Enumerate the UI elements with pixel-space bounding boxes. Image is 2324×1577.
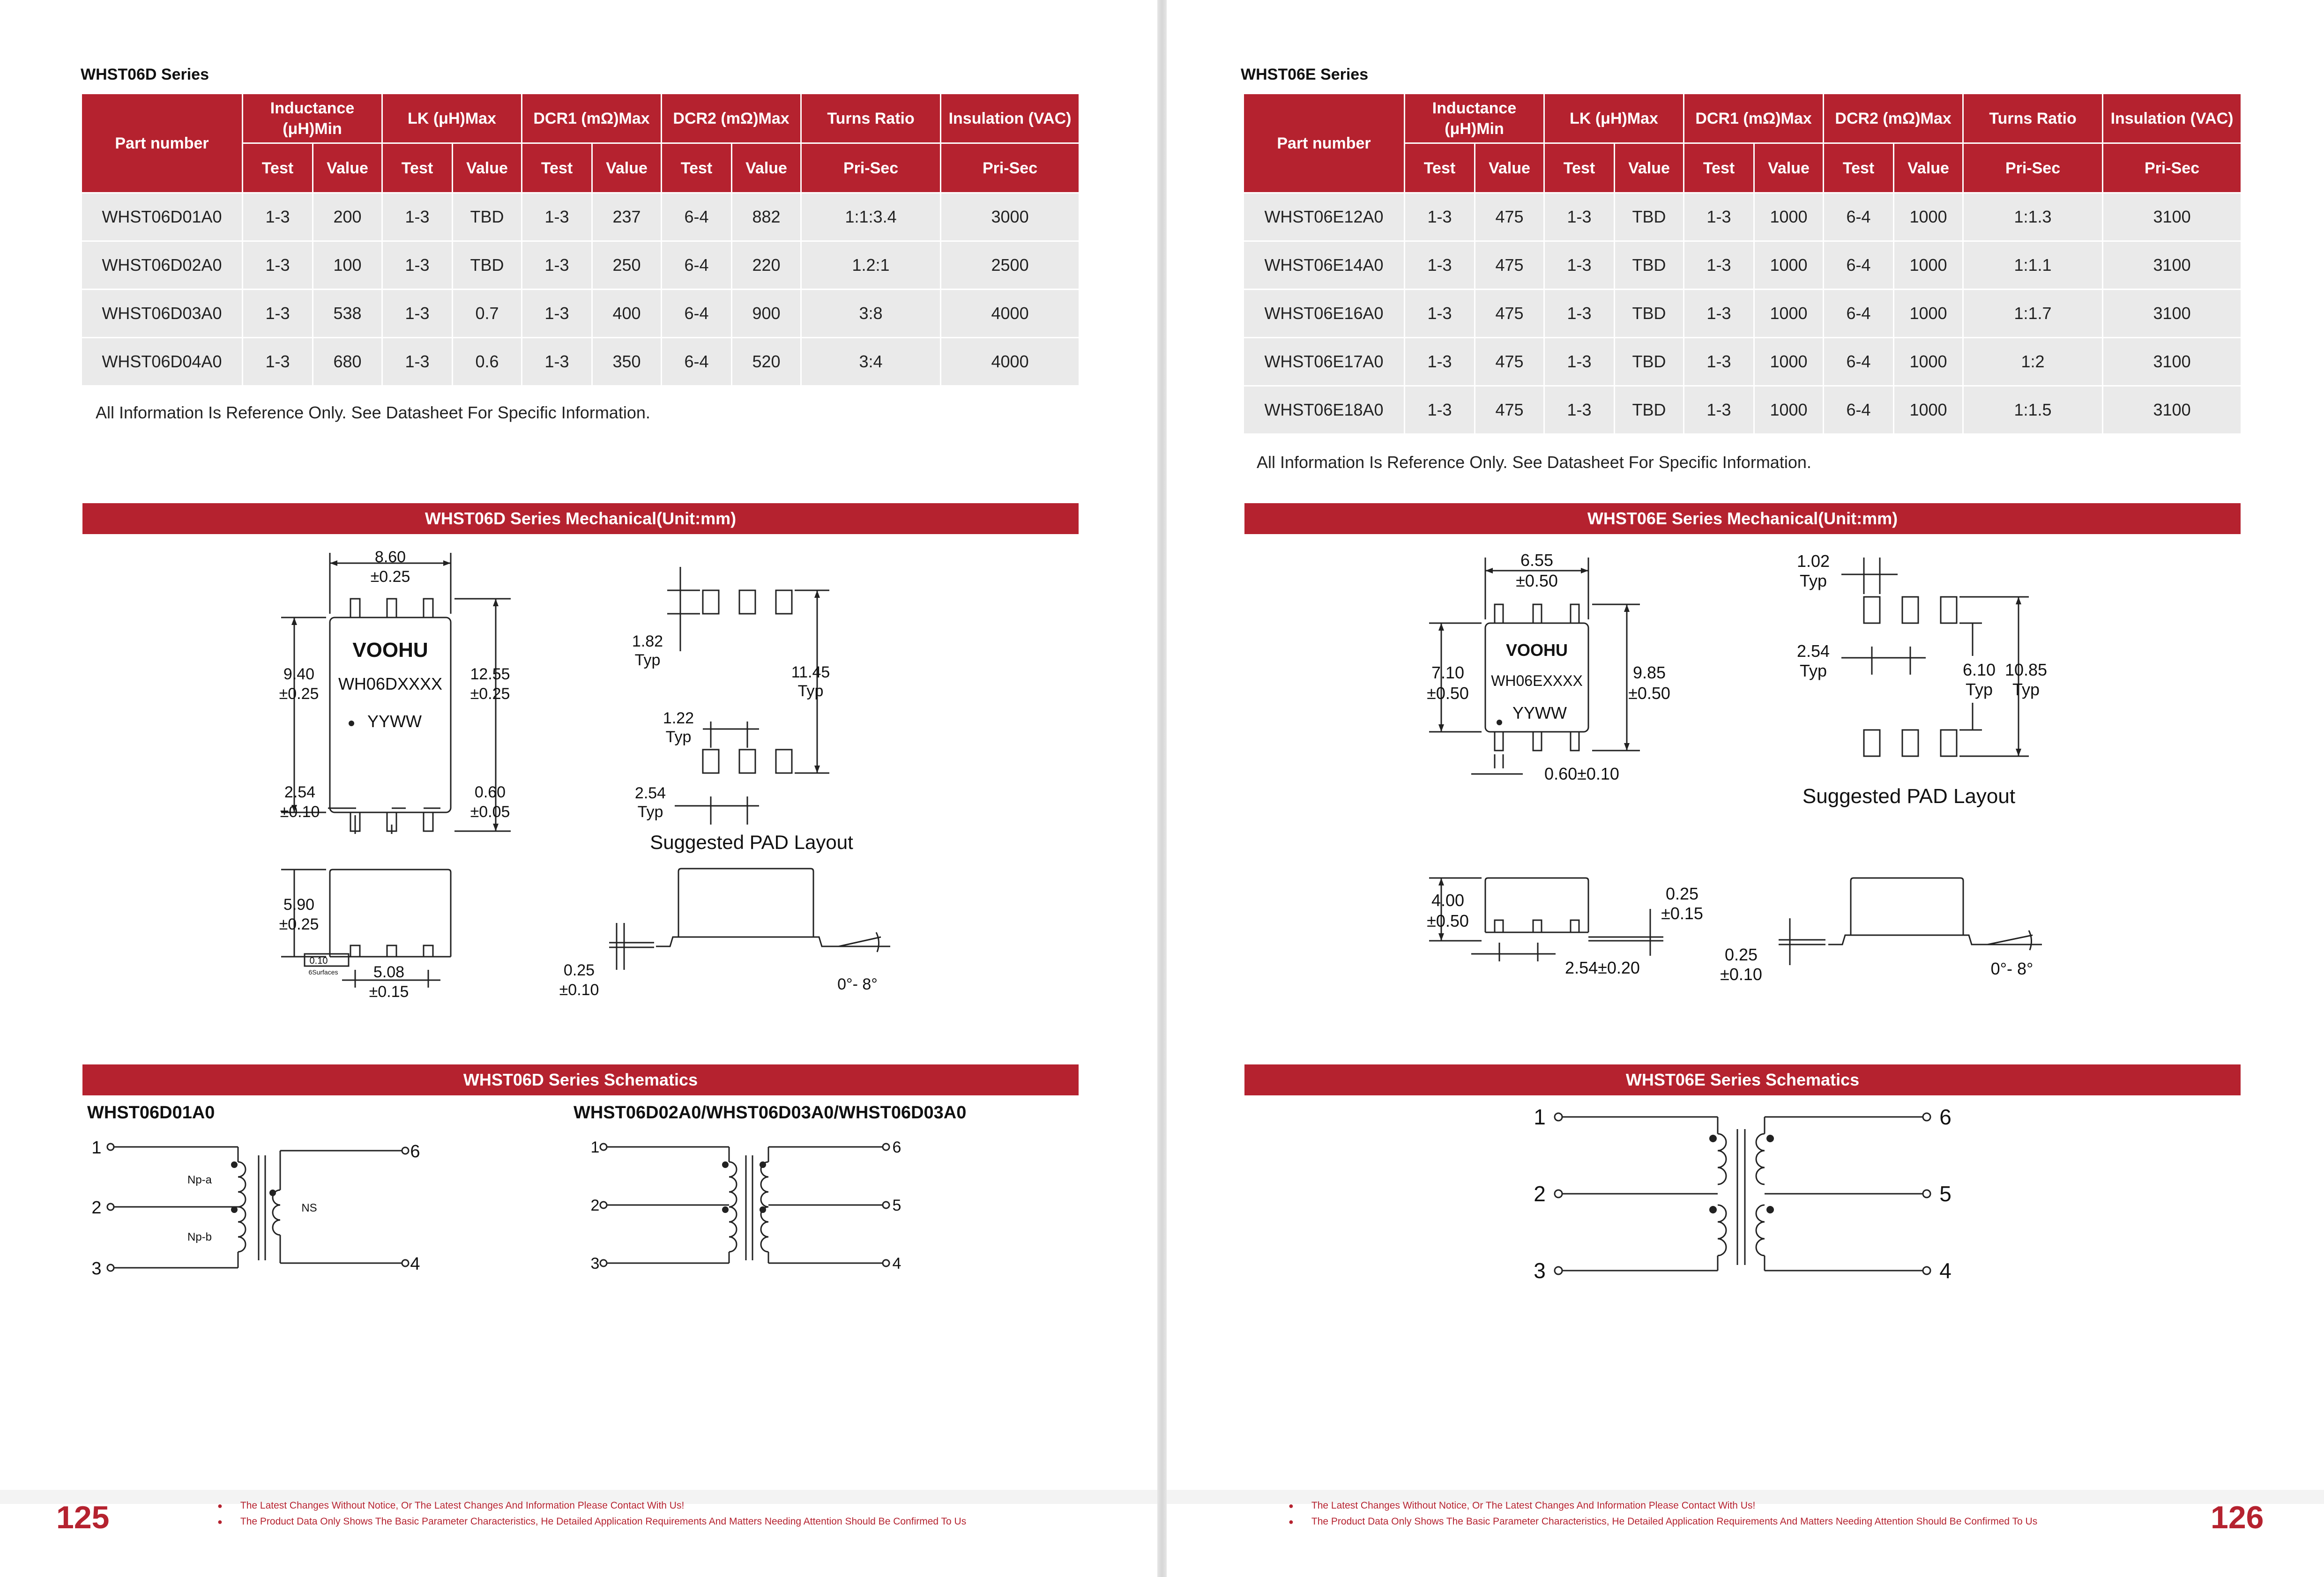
mechanical-drawing-whst06d [0,534,1157,1031]
part-number-cell: WHST06E17A0 [1244,338,1405,386]
pin-3: 3 [1534,1258,1546,1283]
dim-pitch: 2.54±0.20 [1565,958,1640,977]
header-test: Test [1544,143,1615,193]
page-125 [0,0,1157,1577]
table-cell: 6-4 [1824,290,1894,338]
page-number: 126 [2211,1500,2264,1535]
table-cell: 1000 [1754,338,1824,386]
header-inductance: Inductance (μH)Min [1405,94,1544,143]
dim-pitch: 2.54 [284,783,316,801]
table-cell: 6-4 [1824,386,1894,434]
schematic-1-title: WHST06D01A0 [87,1103,215,1123]
dim-overall-height-tol: ±0.25 [470,685,510,703]
pin-3: 3 [590,1255,600,1272]
part-number-cell: WHST06E16A0 [1244,290,1405,338]
coplanarity-value: 0.10 [309,956,328,966]
table-cell: 1-3 [1405,241,1475,290]
table-cell: 475 [1475,290,1544,338]
dim-body-height: 7.10 [1431,663,1465,682]
header-part-number: Part number [1244,94,1405,193]
pad-layout-caption: Suggested PAD Layout [1802,785,2016,808]
table-cell: 6-4 [662,241,732,290]
table-cell: 1-3 [382,241,453,290]
header-insulation: Insulation (VAC) [2103,94,2242,143]
table-cell: 1-3 [1684,290,1754,338]
dim-pad-gap-typ: Typ [1965,680,1993,699]
table-cell: 1000 [1754,290,1824,338]
table-cell: 237 [592,193,662,241]
table-row [82,193,1080,241]
dim-pad-pitch: 2.54 [1796,641,1830,661]
table-cell: 1-3 [1544,290,1615,338]
table-cell: 4000 [941,338,1080,386]
dim-angle: 0°- 8° [837,975,878,993]
header-test: Test [522,143,592,193]
page-126 [1167,0,2324,1577]
table-cell: 1-3 [243,193,313,241]
dim-pad-pitch: 2.54 [634,784,666,802]
table-cell: TBD [1615,193,1684,241]
dim-height-tol: ±0.25 [279,915,319,933]
table-cell: 3100 [2103,290,2242,338]
schematic-2-title: WHST06D02A0/WHST06D03A0/WHST06D03A0 [574,1103,967,1123]
header-test: Test [662,143,732,193]
reference-note: All Information Is Reference Only. See Datasheet For Specific Information. [1257,453,1811,472]
table-cell: 200 [313,193,382,241]
table-cell: 3100 [2103,386,2242,434]
table-cell: TBD [1615,290,1684,338]
dim-overall-height: 12.55 [470,665,510,683]
table-cell: 3000 [941,193,1080,241]
winding-np-b: Np-b [187,1231,212,1243]
dim-pad-gap: 6.10 [1962,660,1996,679]
header-value: Value [1615,143,1684,193]
table-cell: 1-3 [1684,193,1754,241]
dim-body-height-tol: ±0.50 [1427,684,1469,703]
table-cell: 1000 [1894,290,1963,338]
table-row [82,290,1080,338]
table-cell: 1-3 [522,193,592,241]
header-test: Test [1405,143,1475,193]
dim-height-tol: ±0.50 [1427,911,1469,930]
pin-1: 1 [1534,1105,1546,1129]
header-test: Test [1824,143,1894,193]
dim-pad-pitch-typ: Typ [637,803,663,821]
mechanical-drawing-whst06e [1167,534,2324,1031]
table-cell: 3100 [2103,338,2242,386]
dim-overall-height-tol: ±0.50 [1628,684,1670,703]
dim-lead-width: 0.60±0.10 [1544,764,1619,783]
table-cell: TBD [1615,241,1684,290]
table-cell: 3100 [2103,241,2242,290]
mechanical-section-title: WHST06E Series Mechanical(Unit:mm) [1244,503,2241,534]
table-cell: 1-3 [1544,386,1615,434]
header-lk: LK (μH)Max [382,94,522,143]
table-cell: 1:1.5 [1963,386,2103,434]
dim-lead-thickness-tol: ±0.10 [559,981,599,999]
dim-row-pitch-tol: ±0.15 [369,983,409,1001]
dim-width: 6.55 [1520,550,1554,570]
table-cell: 1000 [1894,193,1963,241]
table-cell: 6-4 [1824,241,1894,290]
table-cell: 900 [732,290,801,338]
pin-1: 1 [590,1138,600,1156]
table-cell: 6-4 [662,193,732,241]
table-cell: 1000 [1894,386,1963,434]
table-body [82,193,1080,386]
dim-overall-height: 9.85 [1632,663,1666,682]
table-cell: 1.2:1 [801,241,941,290]
table-cell: TBD [1615,386,1684,434]
table-cell: 1-3 [1684,386,1754,434]
dim-width: 8.60 [374,548,406,566]
header-value: Value [1894,143,1963,193]
pin-4: 4 [1939,1258,1952,1283]
table-cell: 3100 [2103,193,2242,241]
header-dcr1: DCR1 (mΩ)Max [1684,94,1824,143]
table-cell: 1-3 [522,290,592,338]
pin-2: 2 [1534,1182,1546,1206]
header-test: Test [1684,143,1754,193]
part-marking: WH06DXXXX [338,674,443,693]
header-turns-ratio: Turns Ratio [1963,94,2103,143]
table-cell: TBD [453,193,522,241]
header-value: Value [453,143,522,193]
footer-note-2: ● The Product Data Only Shows The Basic Parameter Characteristics, He Detailed Application Requirements And Matters Needing Attention Should Be Confirmed To Us [1289,1514,2037,1530]
table-cell: 1-3 [243,290,313,338]
reference-note: All Information Is Reference Only. See Datasheet For Specific Information. [96,403,650,422]
header-pri-sec: Pri-Sec [2103,143,2242,193]
dim-pad-span: 10.85 [2004,660,2048,679]
header-lk: LK (μH)Max [1544,94,1684,143]
header-pri-sec: Pri-Sec [941,143,1080,193]
header-test: Test [382,143,453,193]
coplanarity-surfaces: 6Surfaces [308,968,338,976]
table-cell: TBD [1615,338,1684,386]
part-marking: WH06EXXXX [1491,672,1583,689]
dim-pad-pitch-typ: Typ [1799,661,1827,680]
table-cell: 1:1.1 [1963,241,2103,290]
header-insulation: Insulation (VAC) [941,94,1080,143]
dim-pad1: 1.82 [632,632,663,650]
brand-logo: VOOHU [1505,640,1568,660]
table-cell: 4000 [941,290,1080,338]
pin-6: 6 [1939,1105,1952,1129]
table-cell: 1-3 [382,338,453,386]
table-cell: 1-3 [1684,338,1754,386]
table-cell: 1-3 [1544,193,1615,241]
dim-lead-thickness: 0.25 [563,961,595,979]
table-cell: 1-3 [1544,241,1615,290]
schematic-diagrams-whst06d [0,1124,1157,1302]
pad-layout-caption: Suggested PAD Layout [650,831,853,853]
pin-5: 5 [1939,1182,1952,1206]
dim-pad-span-typ: Typ [2012,680,2040,699]
pin-6: 6 [892,1138,901,1156]
dim-pad2-typ: Typ [665,728,692,746]
table-cell: 1-3 [1684,241,1754,290]
table-cell: 6-4 [1824,193,1894,241]
series-title: WHST06E Series [1241,66,1369,83]
part-number-cell: WHST06E14A0 [1244,241,1405,290]
table-row [82,338,1080,386]
table-cell: 1-3 [382,290,453,338]
table-cell: 475 [1475,386,1544,434]
table-cell: 1000 [1754,241,1824,290]
part-number-cell: WHST06D01A0 [82,193,243,241]
dim-body-height: 9.40 [283,665,315,683]
table-cell: 1-3 [1405,386,1475,434]
table-cell: 538 [313,290,382,338]
table-cell: 1:2 [1963,338,2103,386]
table-cell: 1000 [1754,386,1824,434]
pin-1: 1 [91,1138,102,1158]
table-cell: TBD [453,241,522,290]
winding-ns: NS [301,1202,317,1214]
table-cell: 475 [1475,241,1544,290]
pin-6: 6 [410,1142,420,1161]
table-body [1244,193,2242,434]
page-number: 125 [56,1500,110,1535]
footer-note-1: ● The Latest Changes Without Notice, Or The Latest Changes And Information Please Contact With Us! [217,1498,966,1514]
header-value: Value [732,143,801,193]
footer-notes [1289,1498,2037,1530]
footer-note-2: ● The Product Data Only Shows The Basic Parameter Characteristics, He Detailed Application Requirements And Matters Needing Attention Should Be Confirmed To Us [217,1514,966,1530]
header-dcr2: DCR2 (mΩ)Max [1824,94,1963,143]
header-value: Value [1475,143,1544,193]
footer-notes [217,1498,966,1530]
dim-pad1-typ: Typ [634,651,661,669]
header-part-number: Part number [82,94,243,193]
winding-np-a: Np-a [187,1174,212,1186]
table-cell: 1-3 [522,338,592,386]
header-dcr1: DCR1 (mΩ)Max [522,94,662,143]
header-test: Test [243,143,313,193]
header-turns-ratio: Turns Ratio [801,94,941,143]
table-cell: 882 [732,193,801,241]
pin-2: 2 [91,1198,102,1218]
table-cell: 100 [313,241,382,290]
table-cell: 6-4 [1824,338,1894,386]
table-cell: 1:1.7 [1963,290,2103,338]
table-row [1244,193,2242,241]
table-cell: 350 [592,338,662,386]
table-cell: 0.7 [453,290,522,338]
header-dcr2: DCR2 (mΩ)Max [662,94,801,143]
table-row [1244,290,2242,338]
table-cell: 1:1:3.4 [801,193,941,241]
dim-lead-width-tol: ±0.05 [470,803,510,821]
table-row [1244,386,2242,434]
table-cell: 1-3 [243,241,313,290]
schematic-diagram-whst06e [1167,1096,2324,1302]
header-value: Value [313,143,382,193]
dim-height: 4.00 [1431,891,1465,910]
header-value: Value [1754,143,1824,193]
pin-2: 2 [590,1197,600,1214]
header-value: Value [592,143,662,193]
dim-width-tol: ±0.50 [1516,571,1558,590]
table-cell: 475 [1475,193,1544,241]
table-cell: 680 [313,338,382,386]
table-cell: 1-3 [1405,290,1475,338]
dim-width-tol: ±0.25 [370,568,410,586]
dim-row-pitch: 5.08 [373,963,405,981]
table-cell: 1-3 [522,241,592,290]
table-cell: 400 [592,290,662,338]
table-cell: 1:1.3 [1963,193,2103,241]
dim-standoff: 0.25 [1665,884,1699,903]
header-inductance: Inductance (μH)Min [243,94,382,143]
table-cell: 3:4 [801,338,941,386]
dim-pitch-tol: ±0.10 [280,803,320,821]
table-cell: 475 [1475,338,1544,386]
table-cell: 6-4 [662,290,732,338]
table-cell: 1000 [1894,338,1963,386]
schematics-section-title: WHST06E Series Schematics [1244,1064,2241,1095]
table-cell: 1-3 [382,193,453,241]
table-cell: 1-3 [1405,193,1475,241]
header-pri-sec: Pri-Sec [801,143,941,193]
table-cell: 1-3 [1544,338,1615,386]
table-row [82,241,1080,290]
table-row [1244,241,2242,290]
table-cell: 1-3 [243,338,313,386]
part-number-cell: WHST06D04A0 [82,338,243,386]
dim-pad-span: 11.45 [791,663,830,681]
series-title: WHST06D Series [81,66,209,83]
date-code: YYWW [367,712,422,731]
table-cell: 2500 [941,241,1080,290]
header-pri-sec: Pri-Sec [1963,143,2103,193]
pin-4: 4 [892,1255,901,1272]
brand-logo: VOOHU [352,639,428,662]
dim-lead-width: 0.60 [474,783,506,801]
dim-pad1-typ: Typ [1799,571,1827,590]
part-number-cell: WHST06D03A0 [82,290,243,338]
table-cell: 250 [592,241,662,290]
dim-pad1: 1.02 [1796,551,1830,571]
table-cell: 520 [732,338,801,386]
part-number-cell: WHST06D02A0 [82,241,243,290]
dim-height: 5.90 [283,896,315,914]
dim-body-height-tol: ±0.25 [279,685,319,703]
schematics-section-title: WHST06D Series Schematics [82,1064,1079,1095]
table-cell: 1000 [1894,241,1963,290]
pin-5: 5 [892,1197,901,1214]
table-cell: 0.6 [453,338,522,386]
part-number-cell: WHST06E18A0 [1244,386,1405,434]
dim-lead-thickness-tol: ±0.10 [1720,965,1762,984]
dim-lead-thickness: 0.25 [1724,945,1758,964]
spec-table-whst06d [81,93,1080,387]
footer-note-1: ● The Latest Changes Without Notice, Or The Latest Changes And Information Please Contact With Us! [1289,1498,2037,1514]
pin-4: 4 [410,1254,420,1274]
pin-3: 3 [91,1259,102,1279]
table-cell: 6-4 [662,338,732,386]
dim-standoff-tol: ±0.15 [1661,904,1703,923]
date-code: YYWW [1512,703,1567,722]
table-cell: 220 [732,241,801,290]
dim-pad-span-typ: Typ [797,682,824,700]
spec-table-whst06e [1243,93,2242,435]
dim-angle: 0°- 8° [1990,959,2034,978]
table-cell: 1000 [1754,193,1824,241]
dim-pad2: 1.22 [663,709,694,727]
mechanical-section-title: WHST06D Series Mechanical(Unit:mm) [82,503,1079,534]
part-number-cell: WHST06E12A0 [1244,193,1405,241]
table-cell: 1-3 [1405,338,1475,386]
table-row [1244,338,2242,386]
table-cell: 3:8 [801,290,941,338]
